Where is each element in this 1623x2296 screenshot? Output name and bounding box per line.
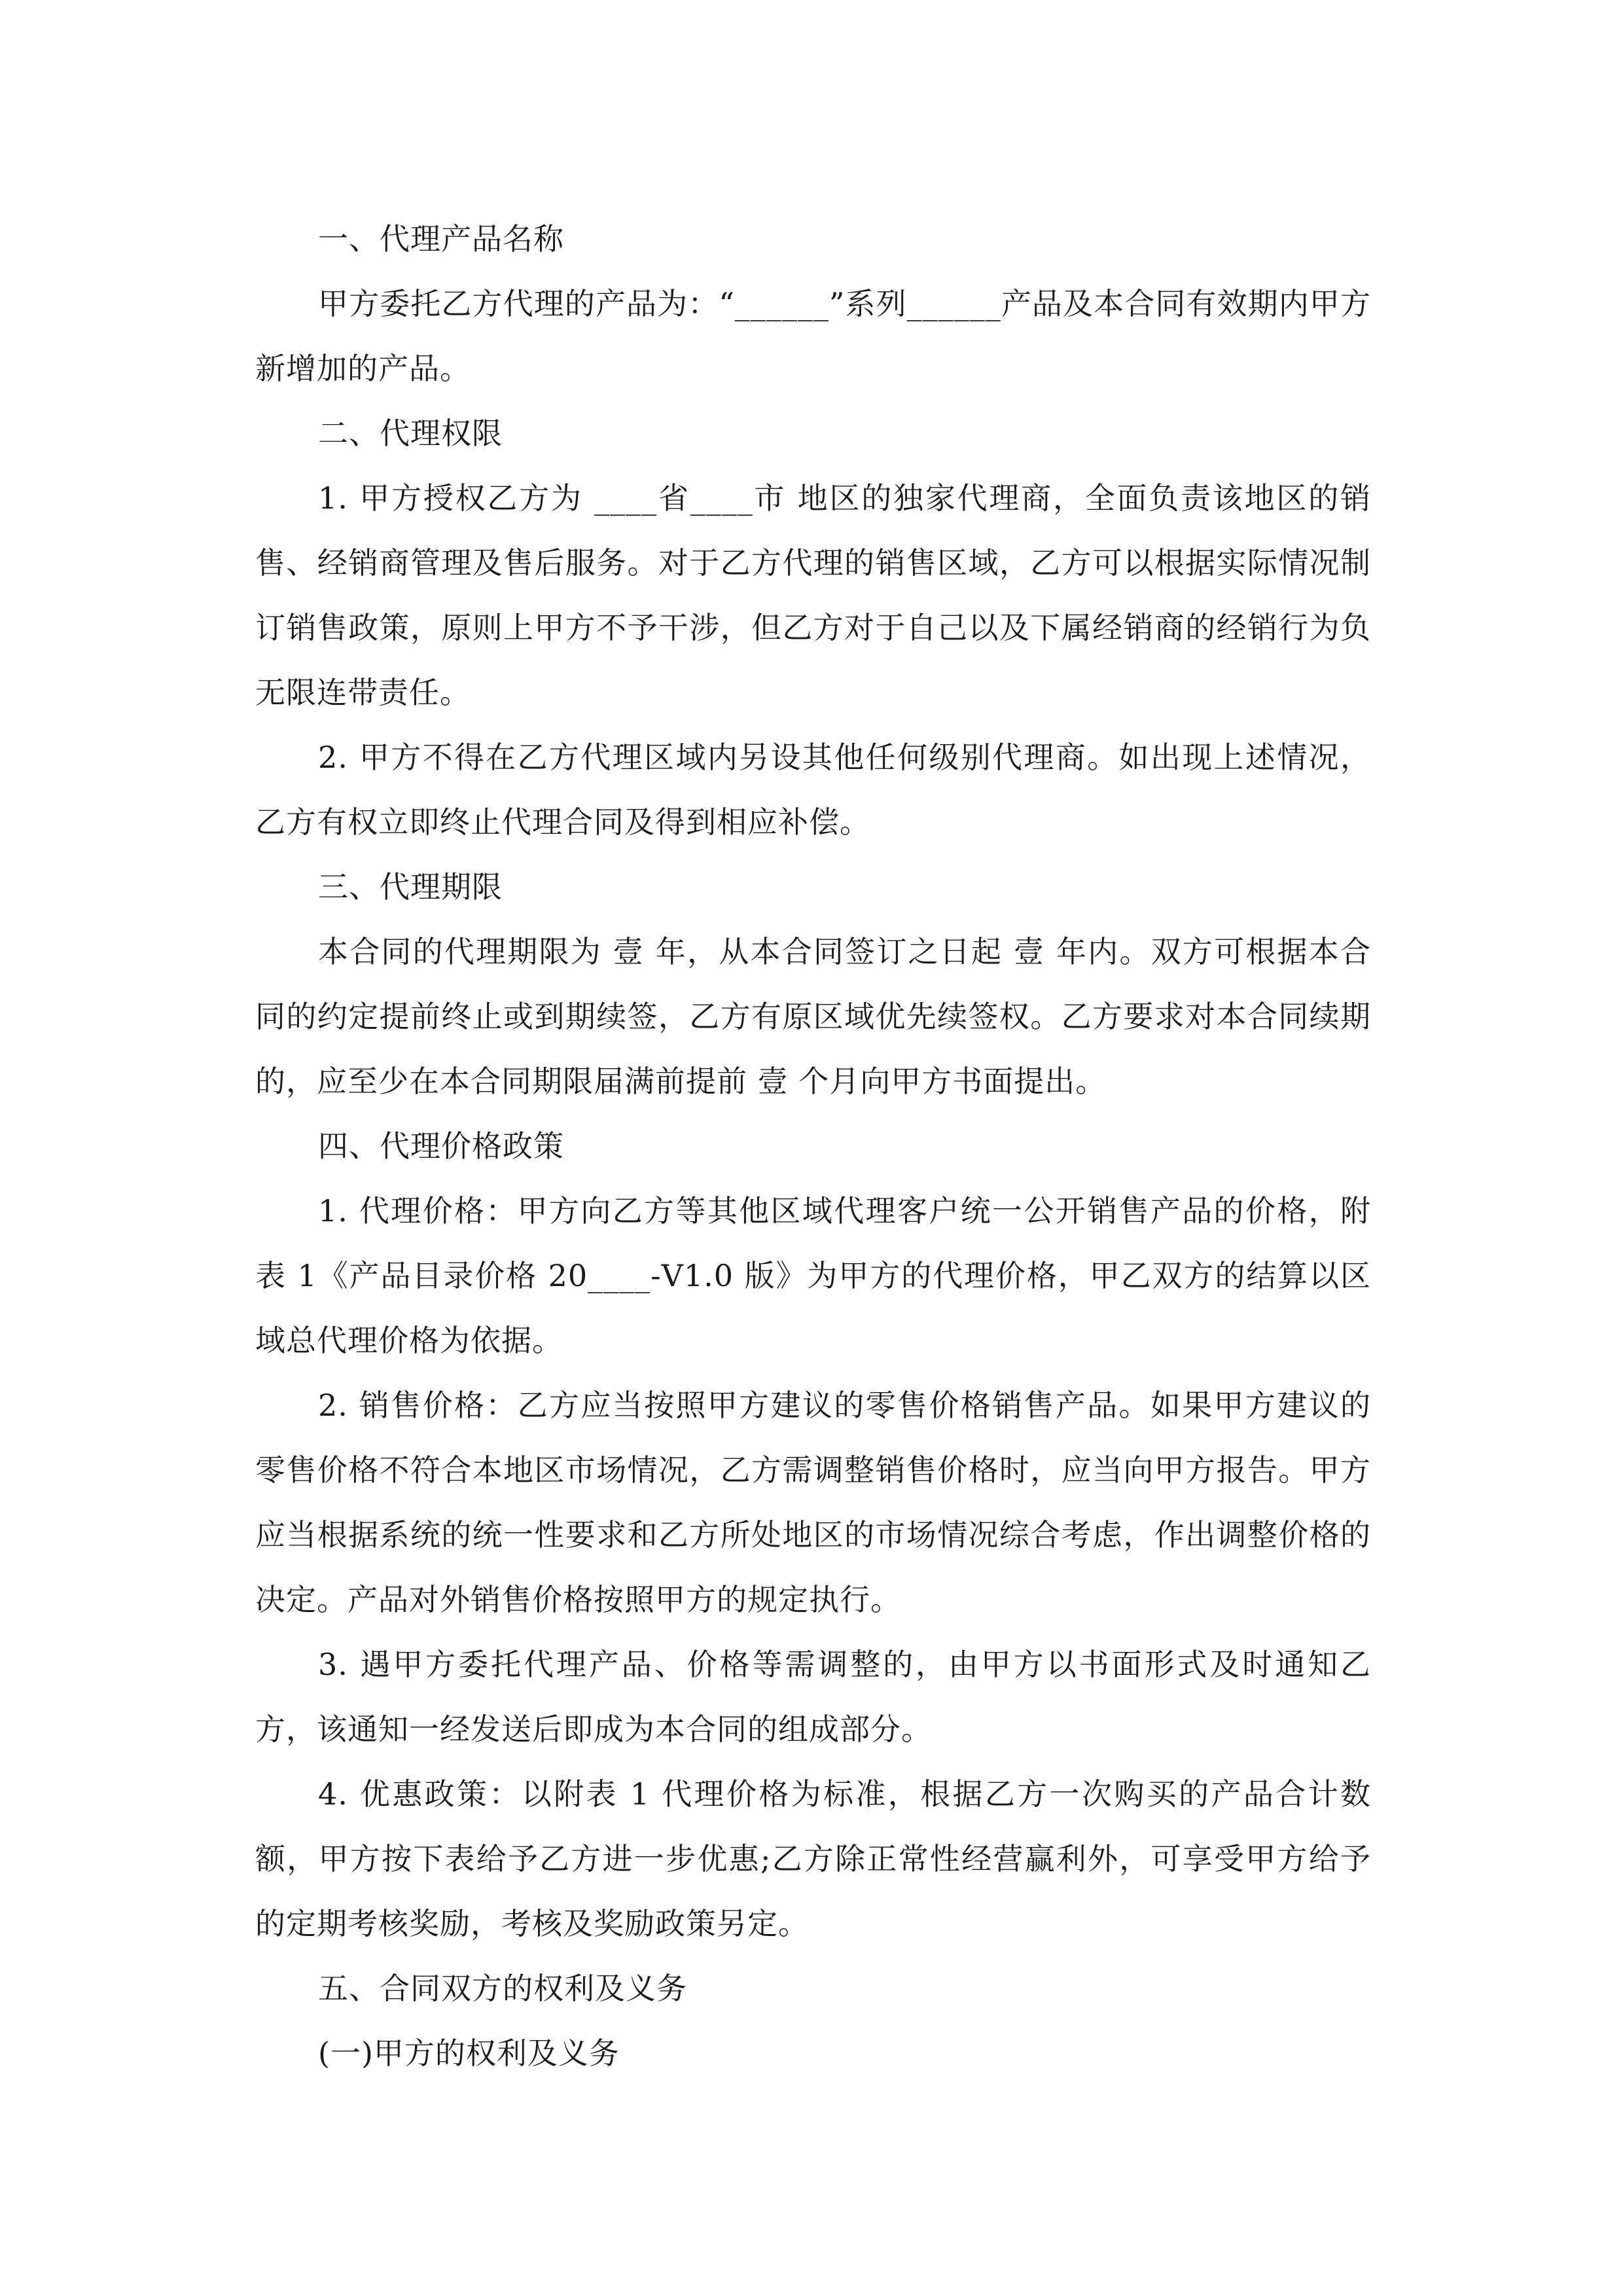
section-heading-product-name: 一、代理产品名称	[318, 221, 564, 257]
paragraph-authority-2: 2. 甲方不得在乙方代理区域内另设其他任何级别代理商。如出现上述情况，乙方有权立即终止代理合同及得到相应补偿。	[255, 740, 1371, 840]
paragraph-price-3: 3. 遇甲方委托代理产品、价格等需调整的，由甲方以书面形式及时通知乙方，该通知一经发送后即成为本合同的组成部分。	[255, 1647, 1371, 1747]
paragraph-price-4: 4. 优惠政策：以附表 1 代理价格为标准，根据乙方一次购买的产品合计数额，甲方按下表给予乙方进一步优惠;乙方除正常性经营赢利外，可享受甲方给予的定期考核奖励，考核及奖励政策另定。	[255, 1776, 1371, 1941]
section-heading-price-policy: 四、代理价格政策	[318, 1128, 564, 1164]
paragraph-price-2: 2. 销售价格：乙方应当按照甲方建议的零售价格销售产品。如果甲方建议的零售价格不符合本地区市场情况，乙方需调整销售价格时，应当向甲方报告。甲方应当根据系统的统一性要求和乙方所处地区的市场情况综合考虑，作出调整价格的决定。产品对外销售价格按照甲方的规定执行。	[255, 1388, 1371, 1617]
paragraph-price-1: 1. 代理价格：甲方向乙方等其他区域代理客户统一公开销售产品的价格，附表 1《产品目录价格 20____-V1.0 版》为甲方的代理价格，甲乙双方的结算以区域总代理价格为依据。	[255, 1193, 1371, 1358]
section-heading-agency-term: 三、代理期限	[318, 869, 503, 905]
subsection-heading-party-a: (一)甲方的权利及义务	[318, 2036, 620, 2071]
section-heading-rights-obligations: 五、合同双方的权利及义务	[318, 1971, 687, 2006]
paragraph-product-scope: 甲方委托乙方代理的产品为：“______”系列______产品及本合同有效期内甲方新增加的产品。	[255, 286, 1371, 386]
paragraph-agency-term: 本合同的代理期限为 壹 年，从本合同签订之日起 壹 年内。双方可根据本合同的约定提前终止或到期续签，乙方有原区域优先续签权。乙方要求对本合同续期的，应至少在本合同期限届满前提前 壹 个月向甲方书面提出。	[255, 934, 1371, 1099]
contract-body	[255, 207, 1371, 2086]
section-heading-agency-authority: 二、代理权限	[318, 416, 503, 451]
paragraph-authority-1: 1. 甲方授权乙方为 ____省____市 地区的独家代理商，全面负责该地区的销售、经销商管理及售后服务。对于乙方代理的销售区域，乙方可以根据实际情况制订销售政策，原则上甲方不予干涉，但乙方对于自己以及下属经销商的经销行为负无限连带责任。	[255, 480, 1371, 710]
